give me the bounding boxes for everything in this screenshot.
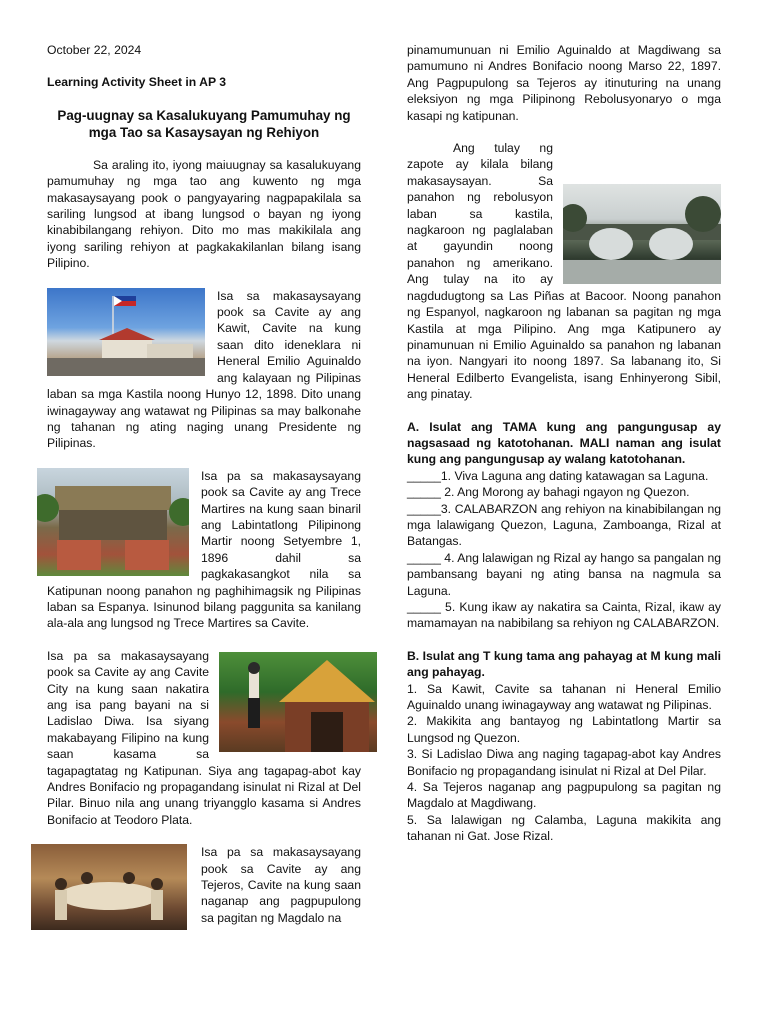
section-a-item: _____ 5. Kung ikaw ay nakatira sa Cainta, Rizal, ikaw ay mamamayan na nabibilang sa rehiyon ng CALABARZON. xyxy=(407,600,721,631)
section-a-item: _____3. CALABARZON ang rehiyon na kinabibilangan ng mga lalawigang Quezon, Laguna, Zamboanga, Rizal at Batangas. xyxy=(407,501,721,549)
right-column xyxy=(407,42,721,845)
trece-martires-monument-photo xyxy=(37,468,189,576)
tejeros-convention-painting xyxy=(31,844,187,930)
section-a xyxy=(407,419,721,632)
section-a-item: _____ 4. Ang lalawigan ng Rizal ay hango sa pangalan ng pambansang bayani ng ating bansa na nagmula sa Laguna. xyxy=(407,550,721,598)
document-date: October 22, 2024 xyxy=(47,43,142,57)
kawit-shrine-photo xyxy=(47,288,205,376)
section-a-item: _____ 2. Ang Morong ay bahagi ngayon ng Quezon. xyxy=(407,485,690,500)
section-b-item: 5. Sa lalawigan ng Calamba, Laguna makikita ang tahanan ni Gat. Jose Rizal. xyxy=(407,812,721,844)
section-a-heading: A. Isulat ang TAMA kung ang pangungusap ay nagsasaad ng katotohanan. MALI naman ang isulat kung ang pangungusap ay walang katotohanan. xyxy=(407,419,721,467)
section-b-item: 3. Si Ladislao Diwa ang naging tagapag-abot kay Andres Bonifacio ng propagandang isinulat ni Rizal at Del Pilar. xyxy=(407,747,721,778)
section-b xyxy=(407,648,721,845)
ladislao-diwa-shrine-photo xyxy=(219,652,377,752)
section-b-item: 4. Sa Tejeros naganap ang pagpupulong sa pagitan ng Magdalo at Magdiwang. xyxy=(407,780,721,811)
left-column xyxy=(47,42,361,932)
lesson-title: Pag-uugnay sa Kasalukuyang Pamumuhay ng mga Tao sa Kasaysayan ng Rehiyon xyxy=(57,107,351,140)
trece-martires-paragraph: Isa pa sa makasaysayang pook sa Cavite ay ang Trece Martires na kung saan binaril ang Labintatlong Pilipinong Martir noong Setyembre 1, 1896 dahil sa pagkakasangkot nila sa Katipunan noong panahon ng paghihimagsik ng Pilipinas laban sa Espanya. Isinunod bilang paggunita sa kanilang ala-ala ang lungsod ng Trece Martires sa Cavite. xyxy=(47,468,361,631)
section-b-item: 2. Makikita ang bantayog ng Labintatlong Martir sa Lungsod ng Quezon. xyxy=(407,714,721,745)
kawit-paragraph: Isa sa makasaysayang pook sa Cavite ay ang Kawit, Cavite na kung saan dito ideneklara ni Heneral Emilio Aguinaldo ang kalayaan ng Pilipinas laban sa mga Kastila noong Hunyo 12, 1898. Dito unang iwinagayway ang watawat ng Pilipinas sa may balkonahe ng tahanan ng ating naging unang Presidente ng Pilipinas. xyxy=(47,288,361,451)
tejeros-paragraph: Isa pa sa makasaysayang pook sa Cavite ay ang Tejeros, Cavite na kung saan naganap ang pagpupulong sa pagitan ng Magdalo na xyxy=(201,845,361,925)
tejeros-continued-paragraph: pinamumunuan ni Emilio Aguinaldo at Magdiwang sa pamumuno ni Andres Bonifacio noong Marso 22, 1897. Ang Pagpupulong sa Tejeros ay itinuturing na unang eleksiyon ng mga Pilipinong Rebolusyonaryo o mga kasapi ng katipunan. xyxy=(407,43,721,123)
intro-paragraph: Sa araling ito, iyong maiuugnay sa kasalukuyang pamumuhay ng mga tao ang kuwento ng mga makasaysayang pook o pangyayaring nagpapakilala sa sariling lungsod at ibang lungsod o bayan ng iyong kinabibilangang rehiyon. Dito mo mas makikilala ang iyong sariling rehiyon at pagkakakilanlan bilang isang Pilipino. xyxy=(47,157,361,271)
zapote-bridge-photo xyxy=(563,184,721,284)
sheet-title: Learning Activity Sheet in AP 3 xyxy=(47,75,227,90)
section-a-item: _____1. Viva Laguna ang dating katawagan sa Laguna. xyxy=(407,468,709,483)
ladislao-diwa-paragraph: Isa pa sa makasaysayang pook sa Cavite ay ang Cavite City na kung saan nakatira ang isa pang bayani na si Ladislao Diwa. Isa siyang makabayang Filipino na kung saan kasama sa tagapagtatag ng Katipunan. Siya ang tagapag-abot kay Andres Bonifacio ng propagandang isinulat ni Rizal at Del Pilar. Binuo nila ang unang triyangglo kasama si Andres Bonifacio at Teodoro Plata. xyxy=(47,648,361,827)
zapote-bridge-paragraph: Ang tulay ng zapote ay kilala bilang makasaysayan. Sa panahon ng rebolusyon laban sa kastila, nagkaroon ng paglalaban at gayundin noong panahon ng amerikano. Ang tulay na ito ay nagdudugtong sa Las Piñas at Bacoor. Noong panahon ng Espanyol, nagkaroon ng labanan sa pagitan ng mga Kastila at mga Pilipino. Ang mga Katipunero ay pinamunuan ni Emilio Aguinaldo sa panahon ng labanan na iyon. Nangyari ito noong 1897. Sa labanang ito, Si Heneral Edilberto Evangelista, isang Enhinyerong Sibil, ang pinatay. xyxy=(407,141,721,402)
section-b-item: 1. Sa Kawit, Cavite sa tahanan ni Heneral Emilio Aguinaldo unang iwinagayway ang watawat ng Pilipinas. xyxy=(407,681,721,713)
section-b-heading: B. Isulat ang T kung tama ang pahayag at M kung mali ang pahayag. xyxy=(407,648,721,680)
